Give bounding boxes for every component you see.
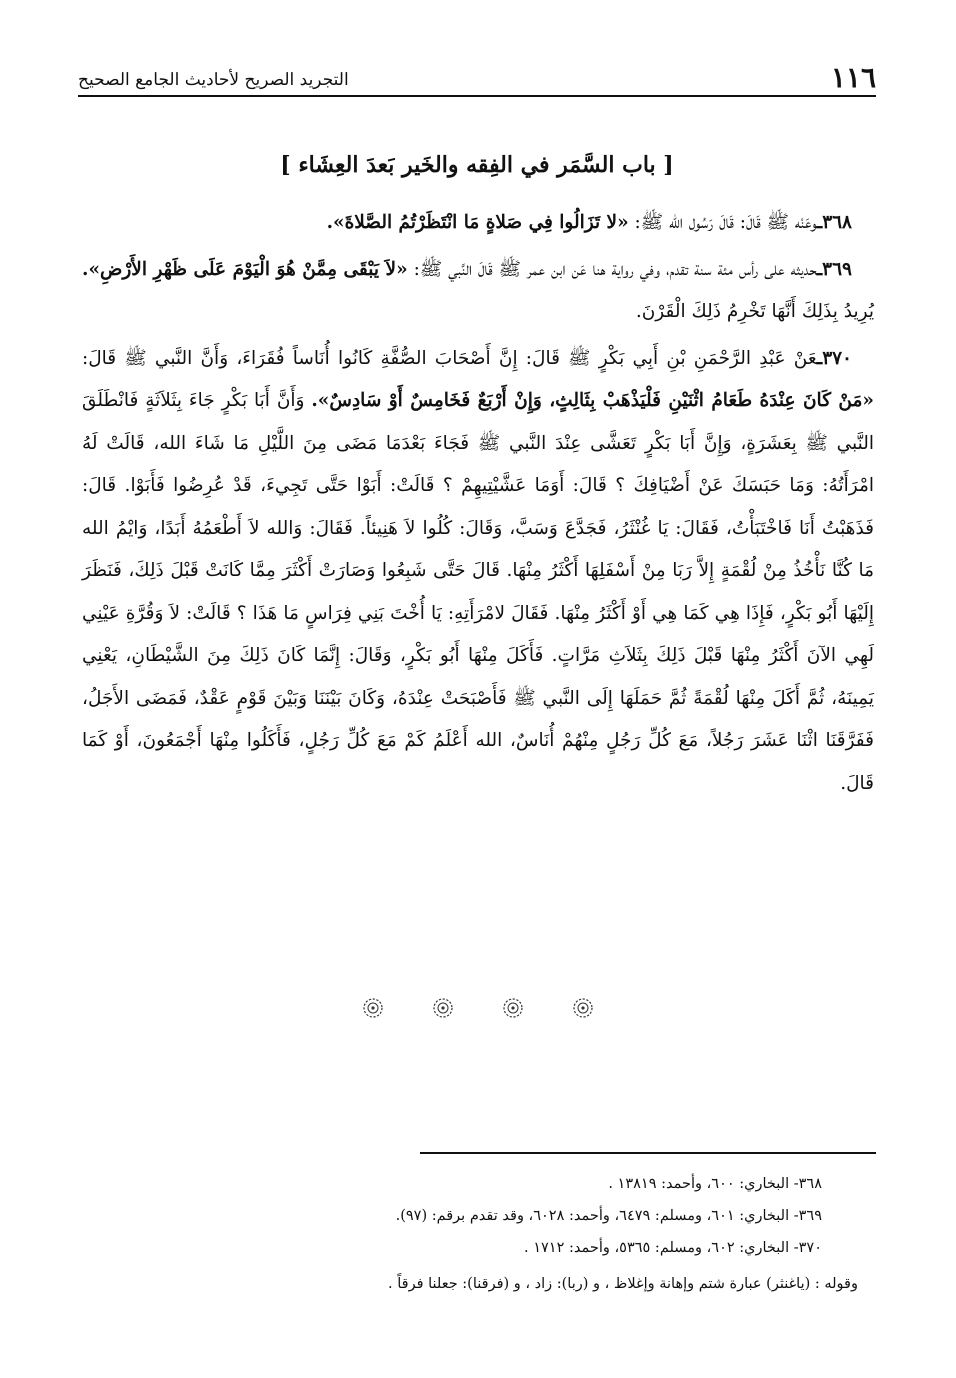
- footnote-note: وقوله : (ياغنثر) عبارة شتم وإهانة وإغلاظ ، و (ربا): زاد ، و (فرقنا): جعلنا فرقاً .: [388, 1276, 858, 1292]
- hadith-number: ٣٦٨ـ: [816, 212, 852, 233]
- hadith-quote: «لاَ يَبْقَى مِمَّنْ هُوَ الْيَوْمَ عَلَى ظَهْرِ الأَرْضِ».: [82, 258, 408, 280]
- footnote: ٣٦٩- البخاري: ٦٠١، ومسلم: ٦٤٧٩، وأحمد: ٦٠٢٨، وقد تقدم برقم: (٩٧).: [395, 1208, 822, 1224]
- hadith-intro: حديثه على رأس مئة سنة تقدم، وفي رواية هنا عَن ابن عمر ﷺ قَالَ النَّبي ﷺ:: [407, 258, 817, 280]
- running-title: التجريد الصريح لأحاديث الجامع الصحيح: [78, 70, 349, 90]
- hadith-370: [82, 338, 874, 806]
- hadith-body: [82, 202, 874, 809]
- footnote: ٣٧٠- البخاري: ٦٠٢، ومسلم: ٥٣٦٥، وأحمد: ١٧١٢ .: [524, 1240, 822, 1256]
- flower-ornament-icon: [431, 996, 455, 1020]
- chapter-title: [ باب السَّمَر في الفِقه والخَير بَعدَ العِشَاء ]: [280, 152, 674, 178]
- hadith-intro: وعَنْه ﷺ قَالَ: قَالَ رَسُول الله ﷺ:: [628, 212, 817, 233]
- hadith-tail: يُرِيدُ بِذَلِكَ أَنَّهَا تَخْرِمُ ذَلِكَ الْقَرْنَ.: [635, 301, 874, 322]
- running-head: [78, 52, 876, 92]
- header-rule: [78, 95, 876, 97]
- section-ornaments: [0, 996, 956, 1020]
- hadith-368: [82, 202, 874, 245]
- hadith-quote: «مَنْ كَانَ عِنْدَهُ طَعَامُ اثْنَيْنِ فَلْيَذْهَبْ بِثَالِثٍ، وَإِنْ أَرْبَعٌ فَخَامِسٌ أَوْ سَادِسٌ».: [311, 390, 874, 411]
- hadith-number: ٣٧٠ـ: [816, 347, 852, 369]
- footnote: ٣٦٨- البخاري: ٦٠٠، وأحمد: ١٣٨١٩ .: [608, 1176, 822, 1192]
- hadith-369: [82, 249, 874, 334]
- flower-ornament-icon: [501, 996, 525, 1020]
- hadith-intro: عَنْ عَبْدِ الرَّحْمَنِ بْنِ أَبِي بَكْرٍ ﷺ قَالَ: إِنَّ أَصْحَابَ الصُّفَّةِ كَانُوا أُنَاساً فُقَرَاءَ، وَأَنَّ النَّبي ﷺ قَالَ:: [82, 347, 817, 369]
- flower-ornament-icon: [571, 996, 595, 1020]
- hadith-number: ٣٦٩ـ: [816, 258, 852, 280]
- page-number: ١١٦: [830, 61, 876, 94]
- hadith-tail: وَأَنَّ أَبَا بَكْرٍ جَاءَ بِثَلاَثَةٍ فَانْطَلَقَ النَّبي ﷺ بِعَشَرَةٍ، وَإِنَّ أَبَا بَكْرٍ تَعَشَّى عِنْدَ النَّبي ﷺ فَجَاءَ بَعْدَمَا مَضَى مِنَ اللَّيْلِ مَا شَاءَ الله، قَالَتْ لَهُ امْرَأَتُهُ: وَمَا حَبَسَكَ عَنْ أَضْيَافِكَ ؟ قَالَ: أَوَمَا عَشَّيْتِيهِمْ ؟ قَالَتْ: أَبَوْا حَتَّى تَجِيءَ، قَدْ عُرِضُوا فَأَبَوْا. قَالَ: فَذَهَبْتُ أَنَا فَاخْتَبَأْتُ، فَقَالَ: يَا غُنْثَرُ، فَجَدَّعَ وَسَبَّ، وَقَالَ: كُلُوا لاَ هَنِيئاً. فَقَالَ: وَالله لاَ أَطْعَمُهُ أَبَدًا، وَايْمُ الله مَا كُنَّا نَأْخُذُ مِنْ لُقْمَةٍ إِلاَّ رَبَا مِنْ أَسْفَلِهَا أَكْثَرُ مِنْهَا. قَالَ حَتَّى شَبِعُوا وَصَارَتْ أَكْثَرَ مِمَّا كَانَتْ قَبْلَ ذَلِكَ، فَنَظَرَ إِلَيْهَا أَبُو بَكْرٍ، فَإِذَا هِي كَمَا هِي أَوْ أَكْثَرُ مِنْهَا. فَقَالَ لامْرَأَتِهِ: يَا أُخْتَ بَنِي فِرَاسٍ مَا هَذَا ؟ قَالَتْ: لاَ وَقُرَّةِ عَيْنِي لَهِي الآنَ أَكْثَرُ مِنْهَا قَبْلَ ذَلِكَ بِثَلاَثِ مَرَّاتٍ. فَأَكَلَ مِنْهَا أَبُو بَكْرٍ، وَقَالَ: إِنَّمَا كَانَ ذَلِكَ مِنَ الشَّيْطَانِ، يَعْنِي يَمِينَهُ، ثُمَّ أَكَلَ مِنْهَا لُقْمَةً ثُمَّ حَمَلَهَا إِلَى النَّبي ﷺ فَأَصْبَحَتْ عِنْدَهُ، وَكَانَ بَيْنَنَا وَبَيْنَ قَوْمٍ عَقْدٌ، فَمَضَى الأَجَلُ، فَفَرَّقَنَا اثْنَا عَشَرَ رَجُلاً، مَعَ كُلِّ رَجُلٍ مِنْهُمْ أُنَاسٌ، الله أَعْلَمُ كَمْ مَعَ كُلِّ رَجُلٍ، فَأَكَلُوا مِنْهَا أَجْمَعُونَ، أَوْ كَمَا قَالَ.: [82, 390, 874, 794]
- footnotes: [82, 1170, 876, 1302]
- hadith-quote: «لا تَزَالُوا فِي صَلاةٍ مَا انْتَظَرْتُمُ الصَّلاةَ».: [326, 212, 629, 233]
- flower-ornament-icon: [361, 996, 385, 1020]
- footnote-rule: [420, 1152, 876, 1154]
